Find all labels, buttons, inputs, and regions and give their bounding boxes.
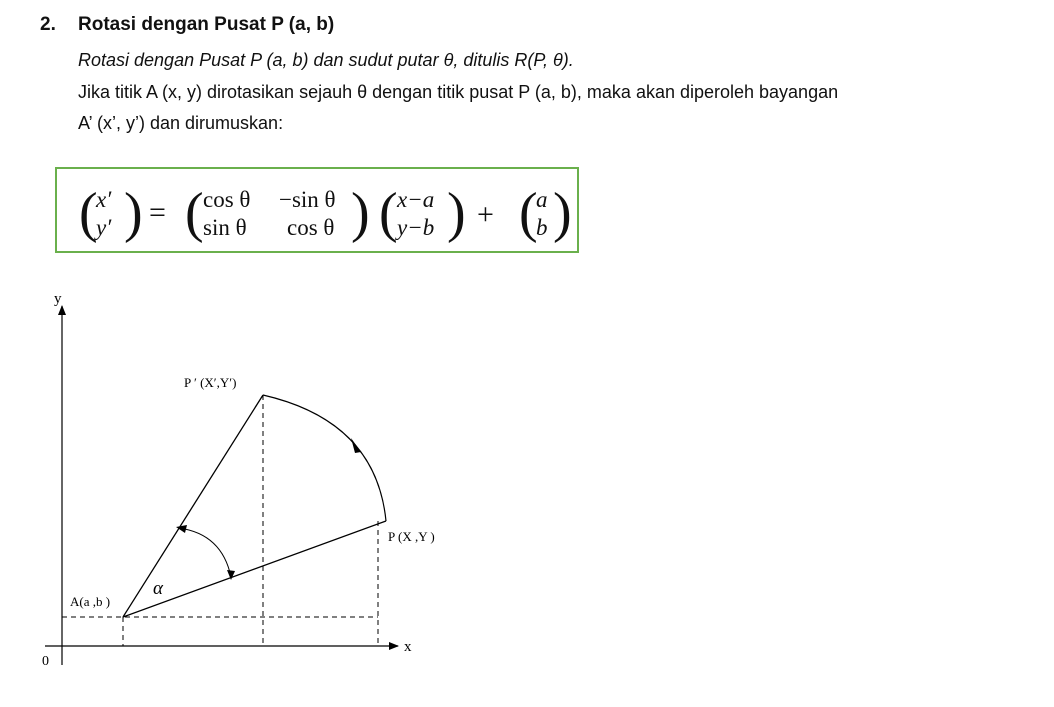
matrix-m11: cos θ (203, 187, 251, 212)
matrix-close-paren: ) (351, 182, 370, 244)
rotation-arc (263, 395, 386, 521)
section-title: Rotasi dengan Pusat P (a, b) (78, 14, 335, 35)
plus-sign: + (477, 198, 494, 231)
section-number: 2. (40, 14, 56, 35)
y-axis-label: y (54, 291, 62, 307)
ray-to-point (123, 521, 386, 617)
rotation-arrow-icon (351, 438, 361, 453)
origin-label: 0 (42, 654, 49, 669)
description-line-continued: A’ (x’, y’) dan dirumuskan: (78, 113, 284, 133)
matrix-open-paren: ( (185, 182, 204, 244)
image-label: P ′ (X′,Y′) (184, 375, 237, 390)
vector-bottom: y−b (397, 215, 435, 240)
center-label: A(a ,b ) (70, 594, 111, 609)
const-bottom: b (536, 215, 548, 240)
ray-to-image (123, 395, 263, 617)
const-open-paren: ( (519, 182, 538, 244)
matrix-m22: cos θ (287, 215, 335, 240)
lhs-close-paren: ) (124, 182, 143, 244)
lhs-bottom: y′ (96, 215, 112, 240)
const-close-paren: ) (553, 182, 572, 244)
equals-sign: = (149, 196, 166, 229)
point-label: P (X ,Y ) (388, 529, 435, 544)
vector-close-paren: ) (447, 182, 466, 244)
description-line: Jika titik A (x, y) dirotasikan sejauh θ dengan titik pusat P (a, b), maka akan diperoleh bayangan (78, 82, 839, 102)
matrix-m12: −sin θ (279, 187, 336, 212)
vector-open-paren: ( (379, 182, 398, 244)
x-axis-label: x (404, 639, 412, 655)
lhs-open-paren: ( (79, 182, 98, 244)
angle-arrow-start-icon (176, 525, 187, 533)
const-top: a (536, 187, 548, 212)
vector-top: x−a (397, 187, 435, 212)
angle-arc (179, 528, 231, 577)
lhs-top: x′ (96, 187, 112, 212)
angle-label: α (153, 578, 163, 599)
definition-line: Rotasi dengan Pusat P (a, b) dan sudut putar θ, ditulis R(P, θ). (78, 50, 574, 70)
matrix-m21: sin θ (203, 215, 247, 240)
